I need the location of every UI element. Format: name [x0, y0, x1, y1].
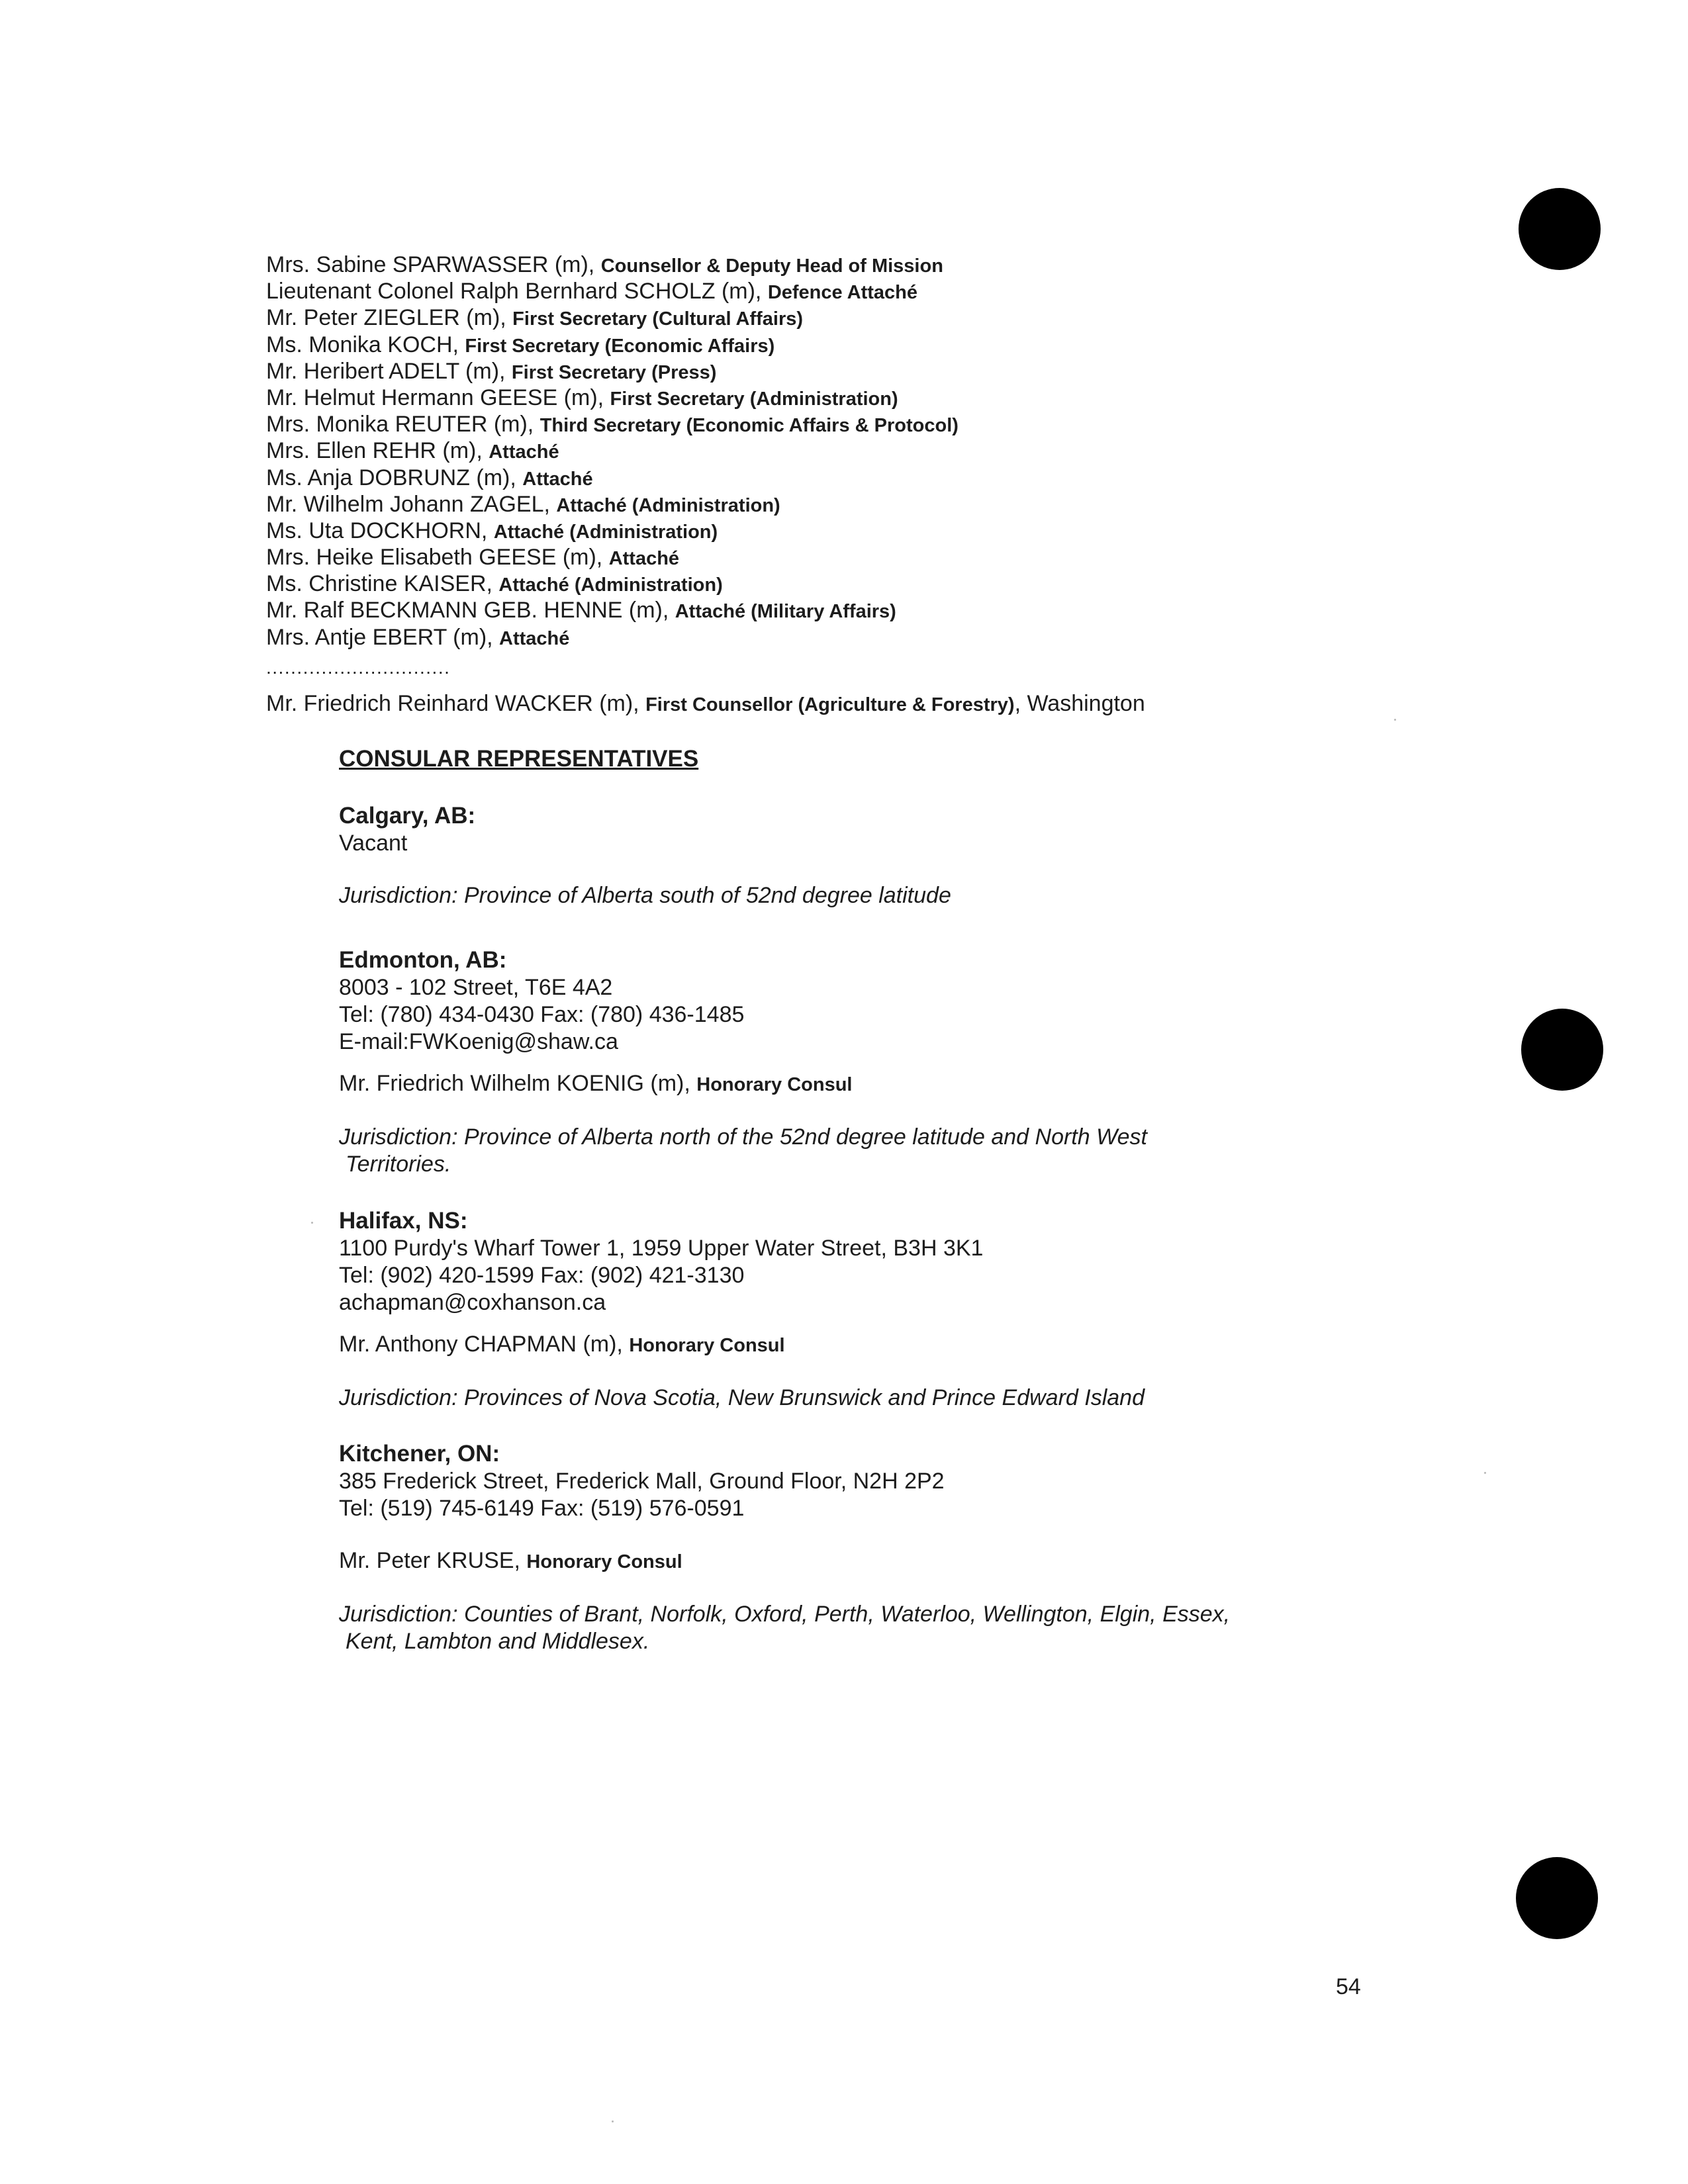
scan-speck: [1394, 719, 1396, 721]
punch-hole-top: [1519, 188, 1601, 270]
representative-line: Mr. Anthony CHAPMAN (m), Honorary Consul: [339, 1332, 785, 1357]
consulate-kitchener: [339, 1440, 1332, 1655]
staff-row: Mrs. Monika REUTER (m), Third Secretary (Economic Affairs & Protocol): [266, 412, 959, 437]
punch-hole-bottom: [1516, 1857, 1598, 1939]
staff-row: Ms. Uta DOCKHORN, Attaché (Administration): [266, 518, 718, 543]
punch-hole-middle: [1521, 1009, 1603, 1091]
staff-row: Mr. Helmut Hermann GEESE (m), First Secretary (Administration): [266, 385, 898, 410]
phone-line: Tel: (519) 745-6149 Fax: (519) 576-0591: [339, 1496, 745, 1521]
section-heading: CONSULAR REPRESENTATIVES: [339, 746, 699, 772]
staff-row: Mr. Peter ZIEGLER (m), First Secretary (Cultural Affairs): [266, 305, 804, 331]
scan-speck: [1484, 1472, 1486, 1474]
scan-speck: [612, 2120, 614, 2122]
staff-row: Mr. Ralf BECKMANN GEB. HENNE (m), Attaché (Military Affairs): [266, 598, 896, 623]
staff-row: Ms. Christine KAISER, Attaché (Administration): [266, 571, 723, 597]
consular-section: [339, 745, 1332, 1654]
representative-line: Mr. Peter KRUSE, Honorary Consul: [339, 1548, 682, 1573]
page-number: 54: [1336, 1974, 1361, 1999]
staff-row: Ms. Anja DOBRUNZ (m), Attaché: [266, 465, 593, 490]
address-line: 385 Frederick Street, Frederick Mall, Ground Floor, N2H 2P2: [339, 1469, 945, 1494]
staff-row: Mrs. Sabine SPARWASSER (m), Counsellor & Deputy Head of Mission: [266, 252, 943, 277]
staff-row: Lieutenant Colonel Ralph Bernhard SCHOLZ (m), Defence Attaché: [266, 279, 917, 304]
dotted-separator: ..............................: [266, 657, 451, 678]
consulate-halifax: [339, 1207, 1332, 1412]
representative-line: Mr. Friedrich Wilhelm KOENIG (m), Honorary Consul: [339, 1071, 853, 1096]
phone-line: Tel: (780) 434-0430 Fax: (780) 436-1485: [339, 1002, 745, 1027]
jurisdiction-text: Jurisdiction: Provinces of Nova Scotia, New Brunswick and Prince Edward Island: [339, 1385, 1145, 1410]
email-line: E-mail:FWKoenig@shaw.ca: [339, 1029, 618, 1054]
staff-row: Mrs. Antje EBERT (m), Attaché: [266, 624, 570, 650]
jurisdiction-text: Jurisdiction: Province of Alberta north of the 52nd degree latitude and North West Territories.: [339, 1124, 1147, 1177]
phone-line: Tel: (902) 420-1599 Fax: (902) 421-3130: [339, 1263, 745, 1288]
staff-row: Mrs. Ellen REHR (m), Attaché: [266, 438, 559, 464]
city-heading: Kitchener, ON:: [339, 1441, 500, 1467]
jurisdiction-text: Jurisdiction: Province of Alberta south of 52nd degree latitude: [339, 883, 951, 908]
address-line: 1100 Purdy's Wharf Tower 1, 1959 Upper Water Street, B3H 3K1: [339, 1236, 984, 1261]
status-line: Vacant: [339, 831, 408, 856]
address-line: 8003 - 102 Street, T6E 4A2: [339, 975, 613, 1000]
scan-speck: [311, 1222, 313, 1224]
city-heading: Halifax, NS:: [339, 1208, 468, 1234]
consulate-edmonton: [339, 946, 1332, 1178]
embassy-staff-list: [266, 251, 1458, 651]
consulate-calgary: [339, 802, 1332, 909]
city-heading: Calgary, AB:: [339, 803, 476, 829]
staff-row: Mr. Wilhelm Johann ZAGEL, Attaché (Administration): [266, 491, 780, 517]
jurisdiction-text: Jurisdiction: Counties of Brant, Norfolk, Oxford, Perth, Waterloo, Wellington, Elgin, Essex, Kent, Lambton and Middlesex.: [339, 1602, 1231, 1654]
staff-row: Ms. Monika KOCH, First Secretary (Economic Affairs): [266, 332, 775, 357]
email-line: achapman@coxhanson.ca: [339, 1290, 606, 1315]
staff-row: Mrs. Heike Elisabeth GEESE (m), Attaché: [266, 545, 680, 570]
staff-row: Mr. Heribert ADELT (m), First Secretary (Press): [266, 358, 717, 384]
city-heading: Edmonton, AB:: [339, 947, 507, 973]
washington-staff-row: Mr. Friedrich Reinhard WACKER (m), First Counsellor (Agriculture & Forestry), Washington: [266, 691, 1145, 716]
